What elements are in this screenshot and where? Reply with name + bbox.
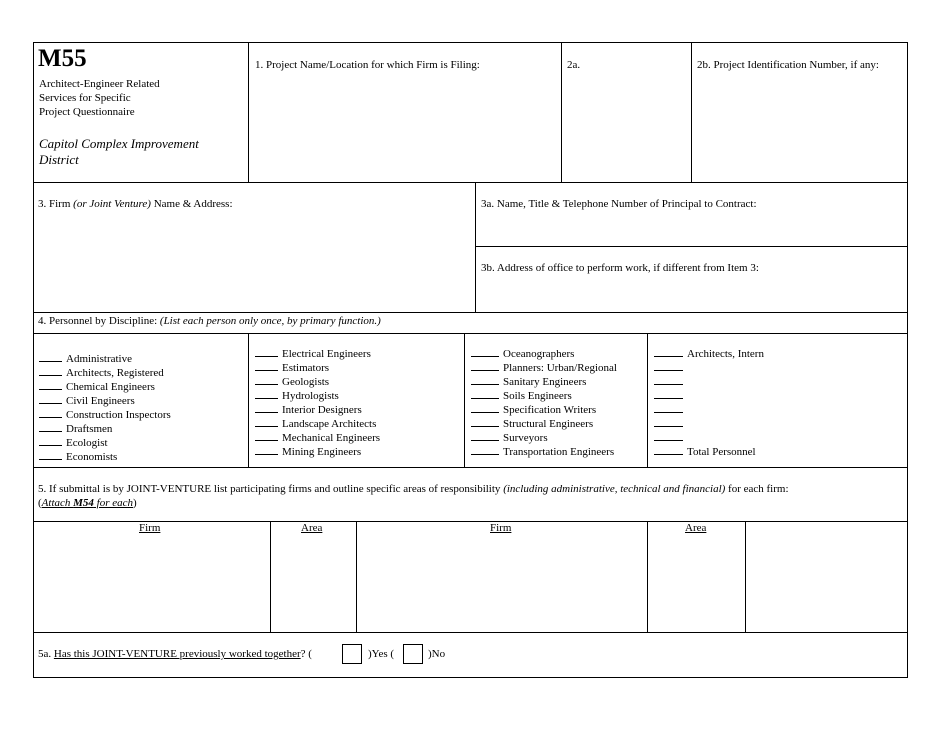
jv-firm-1-field[interactable] — [35, 537, 268, 630]
count-blank[interactable] — [654, 417, 683, 427]
discipline-row: Ecologist — [39, 436, 171, 450]
discipline-row: Hydrologists — [255, 389, 380, 403]
office-address-field[interactable] — [477, 278, 906, 310]
count-blank[interactable] — [39, 380, 62, 390]
count-blank[interactable] — [39, 394, 62, 404]
discipline-row — [654, 431, 764, 445]
discipline-row: Oceanographers — [471, 347, 617, 361]
count-blank[interactable] — [654, 375, 683, 385]
divider-jv-1 — [270, 521, 271, 632]
divider-row2 — [33, 312, 908, 313]
divider-row1 — [33, 182, 908, 183]
form-title-line-1: Architect-Engineer Related — [39, 78, 160, 90]
count-blank[interactable] — [39, 436, 62, 446]
discipline-column-3 — [471, 347, 617, 459]
jv-header-firm-1: Firm — [139, 522, 161, 534]
divider-disc-1 — [248, 333, 249, 467]
discipline-row: Architects, Registered — [39, 366, 171, 380]
jv-firm-2-field[interactable] — [358, 537, 645, 630]
count-blank[interactable] — [39, 408, 62, 418]
divider-jv-4 — [745, 521, 746, 632]
item-2a-label: 2a. — [567, 59, 581, 71]
count-blank[interactable] — [255, 445, 278, 455]
divider-jv-3 — [647, 521, 648, 632]
count-blank[interactable] — [255, 389, 278, 399]
discipline-row: Specification Writers — [471, 403, 617, 417]
discipline-row: Construction Inspectors — [39, 408, 171, 422]
divider-disciplines — [33, 467, 908, 468]
jv-area-2-field[interactable] — [649, 537, 743, 630]
divider-header-1 — [248, 42, 249, 182]
discipline-row: Administrative — [39, 352, 171, 366]
discipline-row: Transportation Engineers — [471, 445, 617, 459]
jv-header-area-1: Area — [301, 522, 323, 534]
count-blank[interactable] — [255, 347, 278, 357]
divider-1-2a — [561, 42, 562, 182]
divider-disc-2 — [464, 333, 465, 467]
principal-field[interactable] — [477, 214, 906, 244]
count-blank[interactable] — [654, 389, 683, 399]
discipline-row: Surveyors — [471, 431, 617, 445]
count-blank[interactable] — [39, 450, 62, 460]
no-label: )No — [428, 648, 446, 660]
discipline-row: Architects, Intern — [654, 347, 764, 361]
count-blank[interactable] — [654, 347, 683, 357]
discipline-row: Total Personnel — [654, 445, 764, 459]
count-blank[interactable] — [39, 422, 62, 432]
discipline-row: Soils Engineers — [471, 389, 617, 403]
project-id-label: 2b. Project Identification Number, if any: — [697, 59, 879, 71]
count-blank[interactable] — [471, 403, 499, 413]
form-title-line-3: Project Questionnaire — [39, 106, 135, 118]
count-blank[interactable] — [654, 361, 683, 371]
discipline-row: Draftsmen — [39, 422, 171, 436]
divider-jv-table — [33, 632, 908, 633]
discipline-row — [654, 375, 764, 389]
agency-line-2: District — [39, 152, 79, 167]
count-blank[interactable] — [471, 431, 499, 441]
count-blank[interactable] — [39, 352, 62, 362]
discipline-row: Electrical Engineers — [255, 347, 380, 361]
count-blank[interactable] — [255, 431, 278, 441]
jv-worked-together-question: 5a. Has this JOINT-VENTURE previously worked together? ( — [38, 648, 312, 660]
attach-m54-note: (Attach M54 for each) — [38, 497, 137, 509]
divider-item5 — [33, 521, 908, 522]
discipline-row: Chemical Engineers — [39, 380, 171, 394]
firm-name-address-field[interactable] — [35, 214, 473, 310]
divider-3-3a — [475, 182, 476, 312]
discipline-row: Mechanical Engineers — [255, 431, 380, 445]
divider-3a-3b — [475, 246, 908, 247]
count-blank[interactable] — [471, 417, 499, 427]
discipline-row — [654, 389, 764, 403]
joint-venture-instructions: 5. If submittal is by JOINT-VENTURE list participating firms and outline specific areas of responsibility (including administrative, technical and financial) for each firm: — [38, 483, 789, 495]
principal-label: 3a. Name, Title & Telephone Number of Principal to Contract: — [481, 198, 757, 210]
agency-line-1: Capitol Complex Improvement — [39, 136, 199, 151]
project-name-field[interactable] — [250, 75, 559, 180]
yes-checkbox[interactable] — [342, 644, 362, 664]
discipline-column-1 — [39, 352, 171, 464]
no-checkbox[interactable] — [403, 644, 423, 664]
discipline-row: Geologists — [255, 375, 380, 389]
count-blank[interactable] — [471, 389, 499, 399]
discipline-row: Civil Engineers — [39, 394, 171, 408]
discipline-column-4 — [654, 347, 764, 459]
divider-disc-3 — [647, 333, 648, 467]
discipline-row — [654, 403, 764, 417]
count-blank[interactable] — [255, 375, 278, 385]
item-2a-field[interactable] — [563, 75, 689, 180]
discipline-row — [654, 361, 764, 375]
count-blank[interactable] — [471, 445, 499, 455]
yes-label: )Yes ( — [368, 648, 395, 660]
form-code: M55 — [38, 45, 87, 72]
form-title-line-2: Services for Specific — [39, 92, 131, 104]
office-address-label: 3b. Address of office to perform work, if different from Item 3: — [481, 262, 759, 274]
count-blank[interactable] — [255, 361, 278, 371]
jv-header-firm-2: Firm — [490, 522, 512, 534]
count-blank[interactable] — [255, 403, 278, 413]
divider-2a-2b — [691, 42, 692, 182]
count-blank[interactable] — [471, 361, 499, 371]
count-blank[interactable] — [471, 375, 499, 385]
firm-name-address-label: 3. Firm (or Joint Venture) Name & Address: — [38, 198, 233, 210]
discipline-row: Estimators — [255, 361, 380, 375]
jv-header-area-2: Area — [685, 522, 707, 534]
discipline-row: Mining Engineers — [255, 445, 380, 459]
discipline-row: Landscape Architects — [255, 417, 380, 431]
discipline-row: Sanitary Engineers — [471, 375, 617, 389]
count-blank[interactable] — [654, 445, 683, 455]
count-blank[interactable] — [255, 417, 278, 427]
count-blank[interactable] — [39, 366, 62, 376]
discipline-row: Economists — [39, 450, 171, 464]
count-blank[interactable] — [654, 431, 683, 441]
discipline-row — [654, 417, 764, 431]
divider-item4 — [33, 333, 908, 334]
project-id-field[interactable] — [693, 75, 906, 180]
discipline-row: Planners: Urban/Regional — [471, 361, 617, 375]
discipline-row: Structural Engineers — [471, 417, 617, 431]
personnel-label: 4. Personnel by Discipline: (List each person only once, by primary function.) — [38, 315, 381, 327]
project-name-label: 1. Project Name/Location for which Firm is Filing: — [255, 59, 480, 71]
jv-area-1-field[interactable] — [272, 537, 354, 630]
count-blank[interactable] — [654, 403, 683, 413]
count-blank[interactable] — [471, 347, 499, 357]
divider-jv-2 — [356, 521, 357, 632]
discipline-column-2 — [255, 347, 380, 459]
discipline-row: Interior Designers — [255, 403, 380, 417]
